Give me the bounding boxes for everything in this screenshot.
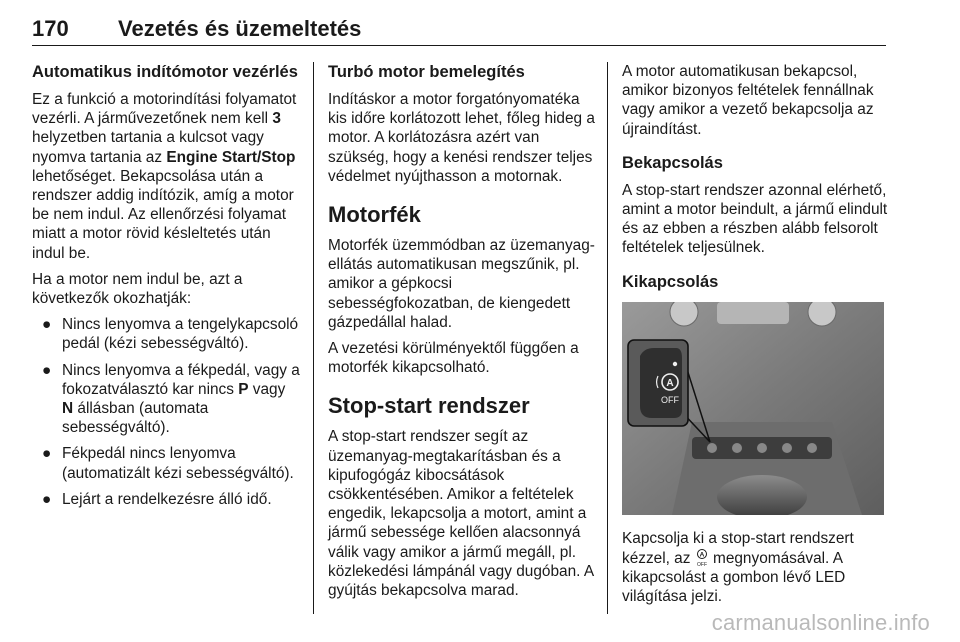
page-header: [32, 6, 886, 46]
paragraph: Motorfék üzemmódban az üzemanyag-ellátás automatikusan megszűnik, pl. amikor a gépkocsi sebességfokozatban, de kiengedett gázpedállal halad.: [328, 237, 595, 331]
column-3: [622, 62, 888, 613]
chapter-title: Vezetés és üzemeltetés: [118, 16, 362, 41]
bullet-list: [32, 315, 300, 509]
off-label: OFF: [661, 394, 679, 405]
svg-text:A: A: [699, 551, 705, 559]
stop-start-off-icon: [695, 548, 709, 568]
list-item: ● Fékpedál nincs lenyomva (automatizált kézi sebességváltó).: [42, 445, 294, 482]
svg-text:A: A: [666, 377, 674, 389]
column-2: [328, 62, 596, 607]
section-heading: Bekapcsolás: [622, 153, 723, 172]
paragraph: A motor automatikusan bekapcsol, amikor bizonyos feltételek fennállnak vagy amikor a vezető bekapcsolja az újraindítást.: [622, 63, 874, 138]
column-divider: [313, 62, 314, 614]
stop-start-button-photo: [622, 302, 884, 515]
list-item: ● Nincs lenyomva a tengelykapcsoló pedál (kézi sebességváltó).: [42, 316, 299, 353]
paragraph: Kapcsolja ki a stop-start rendszert kézzel, az A OFF megnyomásával. A kikapcsolást a gombon lévő LED világítása jelzi.: [622, 529, 854, 606]
page-number: 170: [32, 16, 69, 41]
svg-text:OFF: OFF: [696, 561, 707, 568]
section-heading: Automatikus indítómotor vezérlés: [32, 63, 298, 81]
paragraph: A stop-start rendszer segít az üzemanyag-megtakarításban és a kipufogógáz kibocsátások csökkentésében. Amikor a feltételek engedik, lekapcsolja a motort, amint a jármű sebessége kellően alacsonnyá válik vagy amikor a jármű megáll, pl. közlekedési lámpánál vagy dugóban. A gyújtás bekapcsolva marad.: [328, 428, 594, 600]
paragraph: Ez a funkció a motorindítási folyamatot vezérli. A járművezetőnek nem kell 3 helyzetben tartania a kulcsot vagy nyomva tartania az Engine Start/Stop lehetőséget. Bekapcsolása után a rendszer addig indítózik, amíg a motor be nem indul. Az ellenőrzési folyamat miatt a motor rövid késleltetés után indul be.: [32, 91, 297, 262]
paragraph: A stop-start rendszer azonnal elérhető, amint a motor beindult, a jármű elindult és az ebben a részben alább felsorolt feltételek teljesülnek.: [622, 181, 888, 257]
section-heading: Kikapcsolás: [622, 272, 719, 291]
section-heading: Turbó motor bemelegítés: [328, 63, 525, 81]
section-heading: Motorfék: [328, 202, 421, 228]
section-heading: Stop-start rendszer: [328, 393, 530, 419]
paragraph: Ha a motor nem indul be, azt a következők okozhatják:: [32, 270, 243, 308]
column-1: [32, 62, 300, 516]
column-divider: [607, 62, 608, 614]
paragraph: Indításkor a motor forgatónyomatéka kis időre korlátozott lehet, főleg hideg a motor. A korlátozásra azért van szükség, hogy a kenési rendszer teljes védelmet nyújthasson a motornak.: [328, 91, 595, 185]
watermark: carmanualsonline.info: [711, 610, 930, 635]
list-item: ● Lejárt a rendelkezésre álló idő.: [42, 490, 272, 508]
list-item: ● Nincs lenyomva a fékpedál, vagy a fokozatválasztó kar nincs P vagy N állásban (automata sebességváltó).: [42, 361, 300, 437]
paragraph: A vezetési körülményektől függően a motorfék kikapcsolható.: [328, 340, 579, 377]
